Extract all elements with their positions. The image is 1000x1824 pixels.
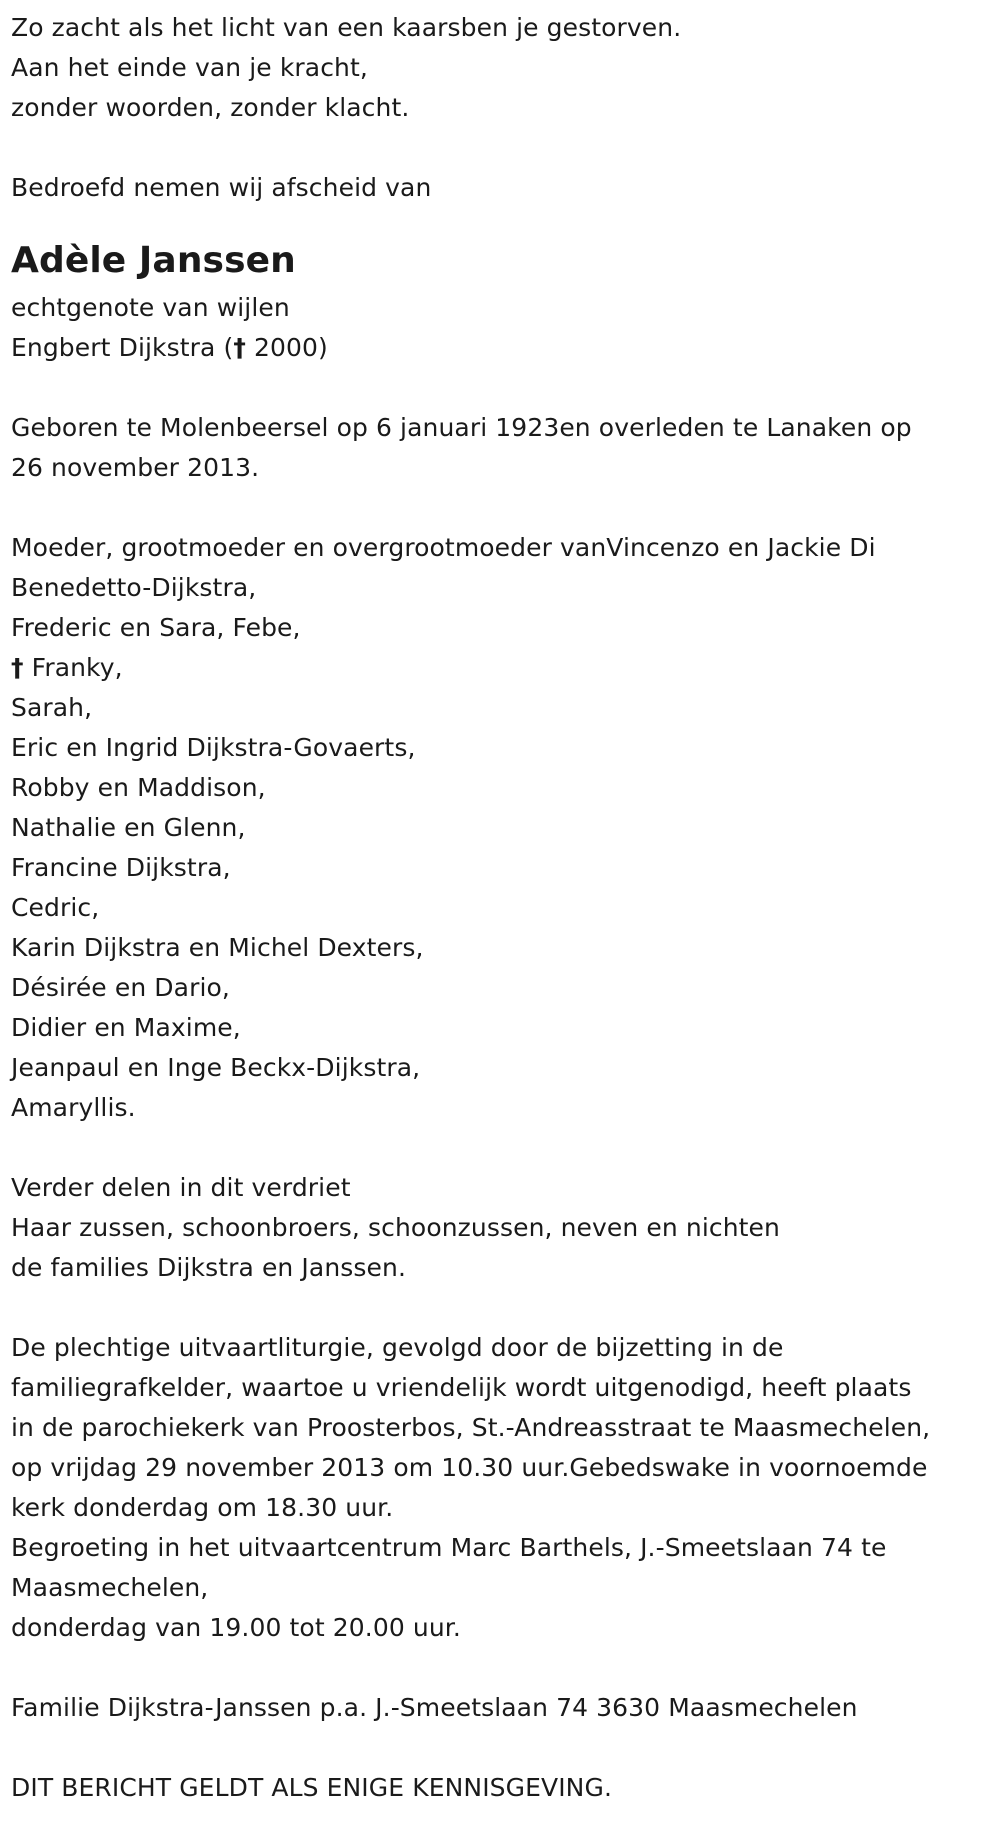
spouse-line: echtgenote van wijlen <box>11 293 290 322</box>
family-line: Didier en Maxime, <box>11 1013 241 1042</box>
birth-death-line: Geboren te Molenbeersel op 6 januari 1923en overleden te Lanaken op <box>11 413 912 442</box>
poem-line: zonder woorden, zonder klacht. <box>11 93 410 122</box>
ceremony-line: Maasmechelen, <box>11 1573 209 1602</box>
intro-text: Bedroefd nemen wij afscheid van <box>11 173 432 202</box>
ceremony-line: De plechtige uitvaartliturgie, gevolgd door de bijzetting in de <box>11 1333 784 1362</box>
spacer <box>11 1288 980 1328</box>
cross-icon: † <box>233 333 246 362</box>
family-line: Sarah, <box>11 693 93 722</box>
family-line: Désirée en Dario, <box>11 973 230 1002</box>
spouse-info <box>11 288 980 368</box>
spacer <box>11 1648 980 1688</box>
family-line: Eric en Ingrid Dijkstra-Govaerts, <box>11 733 416 762</box>
family-line: Robby en Maddison, <box>11 773 266 802</box>
family-line: Amaryllis. <box>11 1093 136 1122</box>
family-line: Nathalie en Glenn, <box>11 813 246 842</box>
ceremony-line: op vrijdag 29 november 2013 om 10.30 uur.Gebedswake in voornoemde <box>11 1453 928 1482</box>
family-line <box>11 648 980 688</box>
others-line: Haar zussen, schoonbroers, schoonzussen, neven en nichten <box>11 1213 780 1242</box>
ceremony-line: kerk donderdag om 18.30 uur. <box>11 1493 394 1522</box>
others-grieving <box>11 1168 980 1288</box>
spacer <box>11 1128 980 1168</box>
family-line: Benedetto-Dijkstra, <box>11 573 257 602</box>
others-line: de families Dijkstra en Janssen. <box>11 1253 406 1282</box>
spouse-name-line <box>11 328 980 368</box>
family-list <box>11 528 980 1128</box>
family-line: Francine Dijkstra, <box>11 853 231 882</box>
ceremony-line: donderdag van 19.00 tot 20.00 uur. <box>11 1613 461 1642</box>
family-line: Karin Dijkstra en Michel Dexters, <box>11 933 424 962</box>
family-line: Cedric, <box>11 893 100 922</box>
spacer <box>11 1728 980 1768</box>
sole-notice: DIT BERICHT GELDT ALS ENIGE KENNISGEVING. <box>11 1773 612 1802</box>
ceremony-info <box>11 1328 980 1648</box>
spouse-death-year: 2000) <box>245 333 328 362</box>
ceremony-line: familiegrafkelder, waartoe u vriendelijk wordt uitgenodigd, heeft plaats <box>11 1373 912 1402</box>
poem-line: Zo zacht als het licht van een kaarsben je gestorven. <box>11 13 682 42</box>
deceased-name: Adèle Janssen <box>11 240 296 281</box>
family-line: Moeder, grootmoeder en overgrootmoeder vanVincenzo en Jackie Di <box>11 533 876 562</box>
poem <box>11 8 980 128</box>
family-line: Frederic en Sara, Febe, <box>11 613 301 642</box>
ceremony-line: Begroeting in het uitvaartcentrum Marc Barthels, J.-Smeetslaan 74 te <box>11 1533 887 1562</box>
spacer <box>11 488 980 528</box>
others-line: Verder delen in dit verdriet <box>11 1173 351 1202</box>
spacer <box>11 368 980 408</box>
family-address: Familie Dijkstra-Janssen p.a. J.-Smeetslaan 74 3630 Maasmechelen <box>11 1693 858 1722</box>
poem-line: Aan het einde van je kracht, <box>11 53 368 82</box>
cross-icon: † <box>11 653 24 682</box>
spouse-name: Engbert Dijkstra ( <box>11 333 234 362</box>
family-member: Franky, <box>23 653 123 682</box>
spacer <box>11 208 980 230</box>
family-line: Jeanpaul en Inge Beckx-Dijkstra, <box>11 1053 421 1082</box>
ceremony-line: in de parochiekerk van Proosterbos, St.-Andreasstraat te Maasmechelen, <box>11 1413 931 1442</box>
birth-death-info <box>11 408 980 488</box>
spacer <box>11 128 980 168</box>
birth-death-line: 26 november 2013. <box>11 453 260 482</box>
